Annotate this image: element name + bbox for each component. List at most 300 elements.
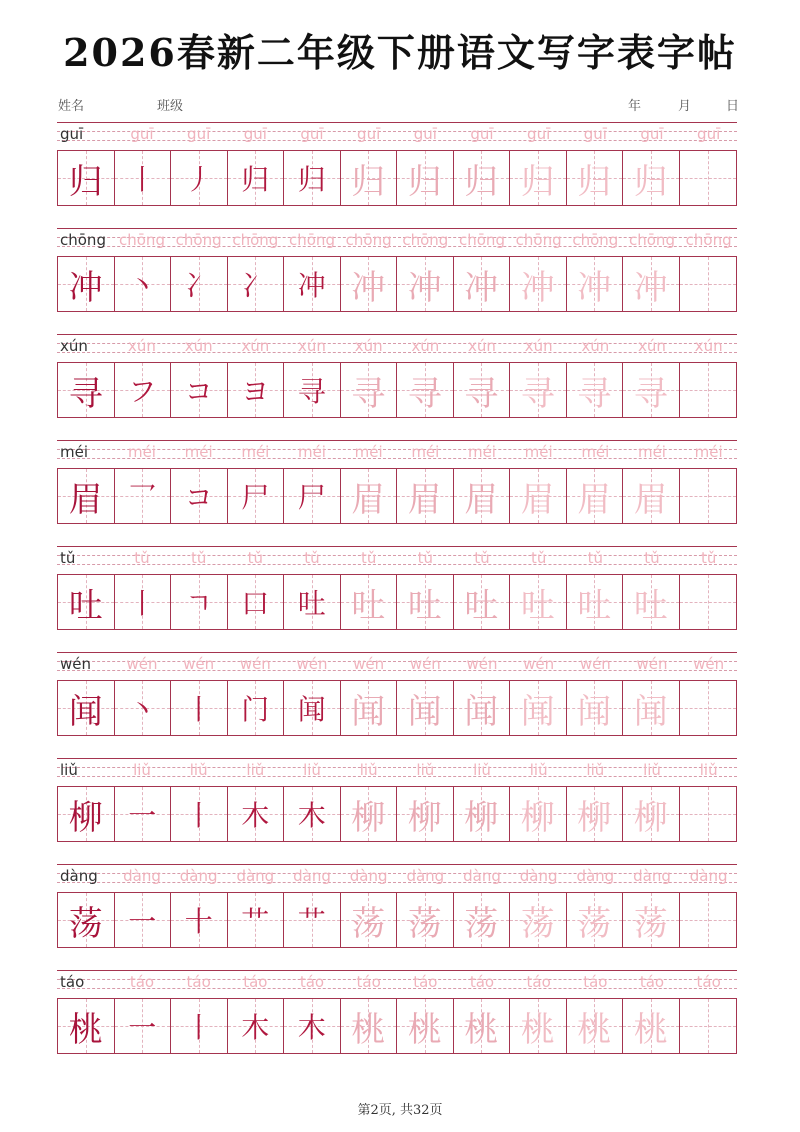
practice-cell[interactable]	[680, 893, 737, 947]
class-label: 班级	[157, 99, 184, 114]
tian-grid	[57, 998, 737, 1054]
pinyin-trace: tǔ	[417, 549, 434, 567]
practice-cell[interactable]	[623, 363, 680, 417]
practice-cell[interactable]	[567, 999, 624, 1053]
pinyin-band	[57, 758, 737, 786]
stroke-step: 冫	[241, 269, 270, 302]
stroke-step: 寻	[633, 373, 668, 414]
stroke-step: 冲	[520, 267, 555, 308]
stroke-step	[680, 257, 737, 311]
practice-cell[interactable]	[510, 787, 567, 841]
pinyin-trace: táo	[526, 973, 551, 991]
pinyin-trace: tǔ	[644, 549, 660, 567]
practice-cell	[115, 787, 172, 841]
practice-row	[57, 440, 737, 537]
stroke-step: フ	[128, 375, 157, 408]
stroke-step: ㄱ	[185, 587, 213, 620]
model-character: 归	[68, 161, 103, 202]
practice-cell[interactable]	[623, 893, 680, 947]
pinyin-band	[57, 652, 737, 680]
model-char-cell	[58, 893, 115, 947]
pinyin-trace: chōng	[119, 231, 165, 249]
pinyin-trace: liǔ	[246, 761, 265, 779]
pinyin-band	[57, 440, 737, 468]
stroke-step: 艹	[297, 905, 326, 938]
pinyin-trace: táo	[413, 973, 438, 991]
pinyin-trace: táo	[469, 973, 495, 991]
practice-cell[interactable]	[680, 999, 737, 1053]
stroke-step	[680, 469, 737, 523]
pinyin-band	[57, 122, 737, 150]
stroke-step: 闻	[520, 691, 555, 732]
pinyin-trace: wén	[636, 655, 668, 673]
stroke-step: 眉	[351, 479, 386, 520]
practice-cell[interactable]	[623, 469, 680, 523]
practice-cell[interactable]	[680, 787, 737, 841]
practice-row	[57, 758, 737, 855]
pinyin-trace: xún	[184, 337, 213, 355]
practice-cell[interactable]	[623, 787, 680, 841]
practice-cell	[454, 363, 511, 417]
pinyin-trace: xún	[128, 337, 156, 355]
pinyin-band	[57, 546, 737, 574]
pinyin-trace: chōng	[345, 231, 392, 249]
stroke-step: 吐	[297, 587, 326, 620]
practice-cell[interactable]	[567, 151, 624, 205]
practice-cell	[454, 575, 511, 629]
stroke-step: 荡	[520, 903, 555, 944]
pinyin-trace: guī	[243, 125, 267, 143]
model-char-cell	[58, 469, 115, 523]
practice-cell[interactable]	[567, 787, 624, 841]
pinyin-trace: xún	[354, 337, 383, 355]
stroke-step: 吐	[520, 585, 555, 626]
pinyin-trace: xún	[694, 337, 723, 355]
practice-cell[interactable]	[510, 575, 567, 629]
practice-cell	[341, 469, 398, 523]
pinyin-trace: liǔ	[586, 761, 605, 779]
tian-grid	[57, 468, 737, 524]
practice-cell	[284, 893, 341, 947]
practice-cell	[228, 151, 285, 205]
pinyin-trace: dàng	[519, 867, 558, 885]
stroke-step: 丨	[184, 1011, 213, 1044]
stroke-step: 桃	[407, 1009, 442, 1050]
pinyin-trace: guī	[413, 125, 437, 143]
pinyin-trace: wén	[183, 655, 215, 673]
practice-cell[interactable]	[623, 681, 680, 735]
practice-cell	[284, 999, 341, 1053]
stroke-step: 冫	[184, 269, 213, 302]
stroke-step: 丿	[184, 163, 213, 196]
pinyin-trace: liǔ	[303, 761, 321, 779]
pinyin-trace: méi	[354, 443, 383, 461]
practice-cell[interactable]	[623, 151, 680, 205]
name-label: 姓名	[58, 99, 85, 114]
stroke-step: 丨	[128, 163, 157, 196]
pinyin-trace: liǔ	[529, 761, 548, 779]
pinyin-trace: guī	[187, 125, 211, 143]
practice-cell	[284, 257, 341, 311]
practice-cell	[397, 787, 454, 841]
practice-cell	[284, 575, 341, 629]
pinyin-trace: tǔ	[247, 549, 264, 567]
practice-cell	[284, 681, 341, 735]
stroke-step: 柳	[577, 797, 612, 838]
stroke-step: 桃	[351, 1009, 386, 1050]
practice-cell	[454, 787, 511, 841]
stroke-step: 柳	[407, 797, 442, 838]
pinyin-label: guī	[60, 125, 84, 143]
practice-cell	[228, 787, 285, 841]
pinyin-trace: dàng	[576, 867, 615, 885]
pinyin-trace: dàng	[463, 867, 501, 885]
stroke-step: 桃	[577, 1009, 612, 1050]
stroke-step: 丨	[184, 693, 213, 726]
pinyin-trace: dàng	[689, 867, 728, 885]
pinyin-trace: táo	[186, 973, 211, 991]
pinyin-trace: táo	[583, 973, 608, 991]
stroke-step: 艹	[241, 905, 270, 938]
stroke-step: 吐	[577, 585, 612, 626]
stroke-step: 桃	[464, 1009, 499, 1050]
practice-cell[interactable]	[510, 469, 567, 523]
stroke-step: 寻	[407, 373, 442, 414]
pinyin-label: méi	[60, 443, 89, 461]
practice-row	[57, 122, 737, 219]
practice-cell[interactable]	[510, 151, 567, 205]
model-character: 荡	[68, 903, 103, 944]
practice-cell	[454, 469, 511, 523]
practice-cell	[341, 893, 398, 947]
pinyin-trace: liǔ	[189, 761, 208, 779]
pinyin-label: xún	[60, 337, 88, 355]
practice-cell[interactable]	[680, 681, 737, 735]
model-char-cell	[58, 787, 115, 841]
stroke-step: 归	[351, 161, 386, 202]
model-char-cell	[58, 363, 115, 417]
practice-cell	[341, 681, 398, 735]
stroke-step: 冲	[351, 267, 386, 308]
pinyin-trace: méi	[184, 443, 213, 461]
pinyin-trace: xún	[411, 337, 440, 355]
stroke-step: 尸	[241, 481, 270, 514]
stroke-step: 闻	[407, 691, 442, 732]
practice-cell	[115, 681, 172, 735]
pinyin-trace: wén	[353, 655, 385, 673]
stroke-step	[680, 999, 737, 1053]
stroke-step: 一	[128, 1011, 157, 1044]
pinyin-label: dàng	[60, 867, 98, 885]
practice-cell[interactable]	[680, 151, 737, 205]
month-label: 月	[678, 99, 692, 114]
stroke-step: コ	[184, 375, 213, 408]
pinyin-trace: guī	[300, 125, 324, 143]
stroke-step: 一	[128, 799, 157, 832]
pinyin-band	[57, 970, 737, 998]
practice-cell	[284, 363, 341, 417]
pinyin-trace: méi	[524, 443, 553, 461]
stroke-step: 乛	[128, 481, 157, 514]
practice-cell	[454, 681, 511, 735]
pinyin-trace: wén	[693, 655, 725, 673]
model-character: 桃	[68, 1009, 103, 1050]
stroke-step: 木	[297, 799, 326, 832]
model-character: 眉	[68, 479, 103, 520]
pinyin-trace: tǔ	[190, 549, 207, 567]
practice-cell	[397, 469, 454, 523]
practice-cell[interactable]	[567, 893, 624, 947]
stroke-step: 闻	[297, 693, 326, 726]
practice-cell	[397, 363, 454, 417]
tian-grid	[57, 574, 737, 630]
stroke-step: 冲	[297, 269, 326, 302]
practice-cell	[228, 363, 285, 417]
pinyin-label: wén	[60, 655, 92, 673]
stroke-step: 闻	[577, 691, 612, 732]
practice-cell[interactable]	[567, 469, 624, 523]
stroke-step	[680, 363, 737, 417]
practice-cell	[341, 999, 398, 1053]
pinyin-label: liǔ	[60, 761, 78, 779]
practice-cell	[454, 893, 511, 947]
practice-cell	[397, 893, 454, 947]
pinyin-trace: táo	[129, 973, 155, 991]
model-character: 冲	[68, 267, 103, 308]
pinyin-trace: chōng	[175, 231, 222, 249]
stroke-step: 尸	[297, 481, 326, 514]
practice-cell	[228, 575, 285, 629]
stroke-step: 荡	[351, 903, 386, 944]
pinyin-trace: chōng	[572, 231, 619, 249]
pinyin-trace: wén	[126, 655, 158, 673]
pinyin-label: tǔ	[60, 549, 76, 567]
pinyin-trace: tǔ	[360, 549, 377, 567]
pinyin-trace: méi	[241, 443, 270, 461]
stroke-step: 柳	[633, 797, 668, 838]
practice-cell	[341, 257, 398, 311]
practice-cell	[454, 999, 511, 1053]
stroke-step: 闻	[464, 691, 499, 732]
stroke-step: 荡	[407, 903, 442, 944]
stroke-step	[680, 575, 737, 629]
stroke-step: ヨ	[241, 375, 270, 408]
practice-cell	[228, 681, 285, 735]
pinyin-trace: dàng	[406, 867, 445, 885]
practice-cell	[228, 999, 285, 1053]
practice-cell	[171, 469, 228, 523]
stroke-step: 眉	[577, 479, 612, 520]
stroke-step: 归	[241, 163, 270, 196]
stroke-step: 眉	[520, 479, 555, 520]
model-character: 吐	[68, 585, 103, 626]
stroke-step: 闻	[633, 691, 668, 732]
practice-cell	[171, 787, 228, 841]
practice-cell[interactable]	[510, 257, 567, 311]
pinyin-trace: táo	[639, 973, 665, 991]
model-character: 闻	[68, 691, 103, 732]
stroke-step	[680, 893, 737, 947]
practice-cell	[341, 575, 398, 629]
pinyin-band	[57, 228, 737, 256]
pinyin-trace: wén	[296, 655, 328, 673]
tian-grid	[57, 680, 737, 736]
stroke-step: 归	[297, 163, 326, 196]
pinyin-trace: xún	[581, 337, 610, 355]
stroke-step: 桃	[520, 1009, 555, 1050]
practice-cell	[341, 363, 398, 417]
practice-cell[interactable]	[680, 363, 737, 417]
pinyin-trace: táo	[299, 973, 325, 991]
stroke-step	[680, 151, 737, 205]
pinyin-trace: chōng	[232, 231, 279, 249]
stroke-step: 荡	[464, 903, 499, 944]
pinyin-trace: táo	[356, 973, 381, 991]
practice-cell[interactable]	[567, 575, 624, 629]
pinyin-trace: liǔ	[359, 761, 378, 779]
pinyin-trace: wén	[239, 655, 271, 673]
practice-cell[interactable]	[510, 681, 567, 735]
pinyin-trace: wén	[466, 655, 498, 673]
practice-cell	[115, 999, 172, 1053]
pinyin-trace: liǔ	[643, 761, 661, 779]
practice-cell[interactable]	[567, 681, 624, 735]
model-char-cell	[58, 999, 115, 1053]
pinyin-band	[57, 864, 737, 892]
pinyin-trace: dàng	[179, 867, 218, 885]
practice-row	[57, 652, 737, 749]
stroke-step: 冲	[464, 267, 499, 308]
stroke-step: 冲	[407, 267, 442, 308]
stroke-step: 丨	[184, 799, 213, 832]
stroke-step: 归	[407, 161, 442, 202]
practice-cell[interactable]	[510, 999, 567, 1053]
stroke-step: 吐	[351, 585, 386, 626]
stroke-step: 一	[128, 905, 157, 938]
tian-grid	[57, 362, 737, 418]
practice-cell	[284, 787, 341, 841]
stroke-step: 木	[241, 799, 270, 832]
pinyin-trace: chōng	[515, 231, 562, 249]
model-char-cell	[58, 151, 115, 205]
pinyin-trace: guī	[583, 125, 607, 143]
practice-row	[57, 970, 737, 1067]
stroke-step: 眉	[464, 479, 499, 520]
practice-cell	[115, 469, 172, 523]
model-char-cell	[58, 681, 115, 735]
practice-cell	[115, 893, 172, 947]
pinyin-trace: tǔ	[587, 549, 604, 567]
pinyin-trace: liǔ	[473, 761, 491, 779]
pinyin-trace: xún	[638, 337, 666, 355]
stroke-step: 归	[520, 161, 555, 202]
practice-cell[interactable]	[680, 257, 737, 311]
practice-cell[interactable]	[623, 257, 680, 311]
year-label: 年	[628, 99, 642, 114]
practice-cell	[284, 469, 341, 523]
stroke-step	[680, 681, 737, 735]
pinyin-trace: dàng	[293, 867, 331, 885]
stroke-step: 寻	[520, 373, 555, 414]
practice-cell	[397, 999, 454, 1053]
pinyin-trace: wén	[523, 655, 555, 673]
pinyin-label: chōng	[60, 231, 106, 249]
practice-cell[interactable]	[510, 893, 567, 947]
stroke-step: 寻	[351, 373, 386, 414]
pinyin-trace: dàng	[236, 867, 275, 885]
pinyin-trace: guī	[130, 125, 154, 143]
practice-cell[interactable]	[510, 363, 567, 417]
stroke-step: 木	[297, 1011, 326, 1044]
practice-cell[interactable]	[567, 363, 624, 417]
practice-cell	[171, 893, 228, 947]
pinyin-trace: xún	[298, 337, 326, 355]
pinyin-label: táo	[60, 973, 85, 991]
tian-grid	[57, 150, 737, 206]
pinyin-trace: méi	[694, 443, 723, 461]
stroke-step: 寻	[297, 375, 326, 408]
stroke-step: 门	[241, 693, 270, 726]
model-char-cell	[58, 575, 115, 629]
model-char-cell	[58, 257, 115, 311]
pinyin-trace: chōng	[685, 231, 732, 249]
stroke-step: 冲	[633, 267, 668, 308]
practice-cell	[341, 151, 398, 205]
pinyin-trace: liǔ	[133, 761, 151, 779]
practice-cell	[171, 575, 228, 629]
pinyin-trace: chōng	[289, 231, 335, 249]
pinyin-trace: tǔ	[304, 549, 320, 567]
stroke-step: 眉	[633, 479, 668, 520]
pinyin-trace: méi	[467, 443, 496, 461]
practice-cell[interactable]	[623, 999, 680, 1053]
practice-cell[interactable]	[623, 575, 680, 629]
practice-cell	[115, 363, 172, 417]
practice-cell[interactable]	[680, 469, 737, 523]
pinyin-trace: méi	[637, 443, 666, 461]
pinyin-trace: guī	[470, 125, 494, 143]
stroke-step: 丶	[128, 693, 157, 726]
pinyin-trace: wén	[579, 655, 611, 673]
pinyin-trace: méi	[411, 443, 440, 461]
pinyin-trace: tǔ	[474, 549, 490, 567]
practice-cell	[171, 151, 228, 205]
practice-cell[interactable]	[567, 257, 624, 311]
practice-cell	[171, 257, 228, 311]
practice-cell	[115, 257, 172, 311]
tian-grid	[57, 892, 737, 948]
stroke-step: 吐	[464, 585, 499, 626]
stroke-step: 柳	[520, 797, 555, 838]
pinyin-trace: méi	[581, 443, 610, 461]
stroke-step: 归	[633, 161, 668, 202]
pinyin-trace: liǔ	[699, 761, 718, 779]
pinyin-trace: xún	[468, 337, 496, 355]
stroke-step: 柳	[351, 797, 386, 838]
practice-cell	[341, 787, 398, 841]
stroke-step: 荡	[577, 903, 612, 944]
stroke-step: 吐	[633, 585, 668, 626]
practice-row	[57, 864, 737, 961]
stroke-step: 归	[464, 161, 499, 202]
practice-cell	[397, 575, 454, 629]
pinyin-trace: guī	[527, 125, 551, 143]
practice-cell[interactable]	[680, 575, 737, 629]
tian-grid	[57, 786, 737, 842]
practice-cell	[115, 151, 172, 205]
pinyin-trace: chōng	[629, 231, 675, 249]
practice-cell	[228, 893, 285, 947]
